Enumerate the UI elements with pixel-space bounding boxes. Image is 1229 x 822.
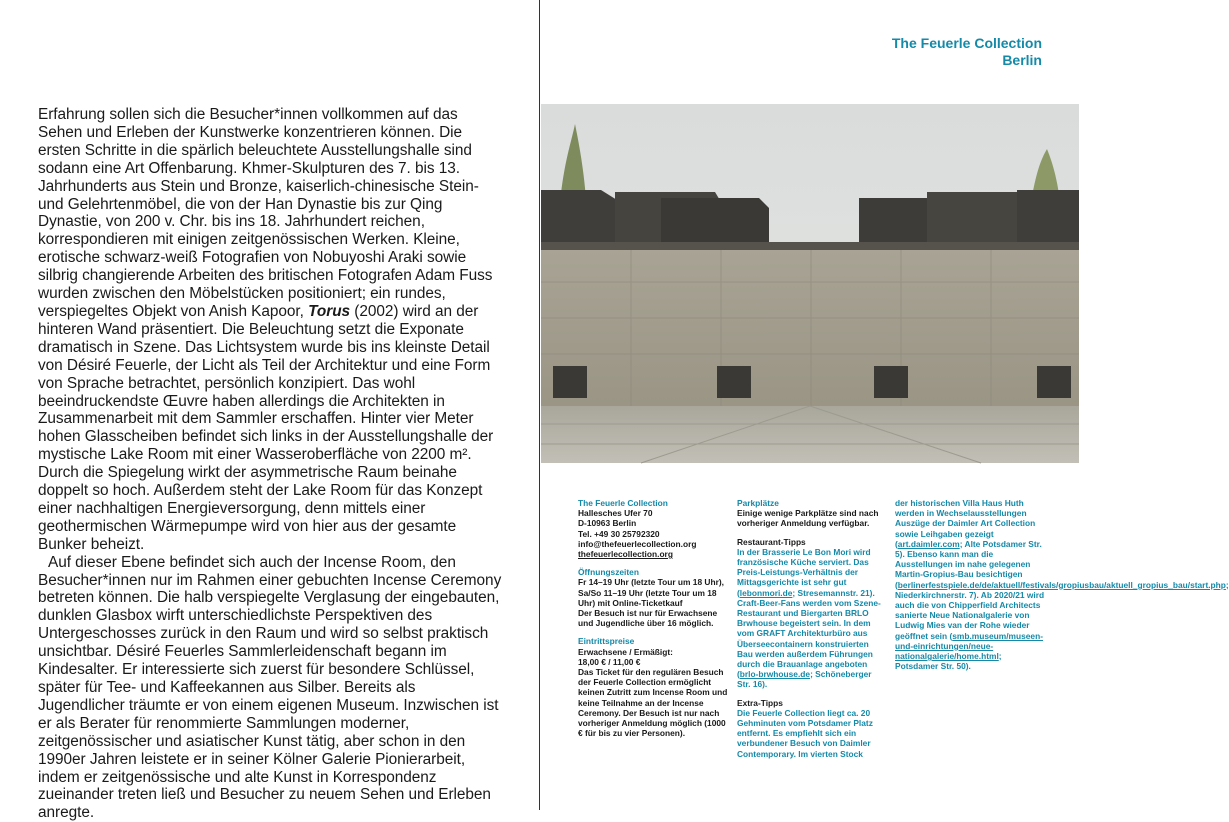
restaurant-text-a: In der Brasserie Le Bon Mori wird französische Küche serviert. Das Preis-Leistungs-Verhältnis der Mittagsgerichte ist sehr gut (: [737, 546, 871, 598]
info-column-3: [895, 498, 1229, 672]
info-column-1: [578, 498, 728, 738]
price-note: Das Ticket für den regulären Besuch der Feuerle Collection ermöglicht keinen Zutritt zum Incense Room und keine Teilnahme an der Incense Ceremony. Der Besuch ist nur nach vorheriger Anmeldung möglich (1000 € für bis zu vier Personen).: [578, 667, 728, 739]
parking-text: Einige wenige Parkplätze sind nach vorheriger Anmeldung verfügbar.: [737, 508, 879, 529]
address-street: Hallesches Ufer 70: [578, 508, 653, 519]
extra-tips-continued: [895, 498, 1229, 672]
phone: Tel. +49 30 25792320: [578, 528, 660, 539]
opening-hours-text: Fr 14–19 Uhr (letzte Tour um 18 Uhr), Sa/So 11–19 Uhr (letzte Tour um 18 Uhr) mit Online-Ticketkauf: [578, 577, 724, 608]
prices-heading: Eintrittspreise: [578, 636, 635, 647]
bunker-photo: [541, 104, 1079, 463]
brlo-link[interactable]: brlo-brwhouse.de: [739, 669, 811, 680]
email-link[interactable]: info@thefeuerlecollection.org: [578, 538, 697, 549]
opening-hours-note: Der Besuch ist nur für Erwachsene und Jugendliche über 16 möglich.: [578, 608, 718, 629]
paragraph-2: Auf dieser Ebene befindet sich auch der Incense Room, den Besucher*innen nur im Rahmen einer gebuchten Incense Ceremony betreten können. Die halb verspiegelte Verglasung der eingebauten, dunklen Glasbox wirft unterschiedlichste Perspektiven des Untergeschosses zurück in den Raum und wird so selbst praktisch unsichtbar. Désiré Feuerles Sammlerleidenschaft begann im Kindesalter. Er interessierte sich zuerst für besondere Schlüssel, später für Tee- und Kaffeekannen aus Silber. Bereits als Jugendlicher träumte er von einem eigenen Museum. Inzwischen ist er als Berater für renommierte Sammlungen moderner, zeitgenössischer und asiatischer Kunst tätig, aber schon in den 1990er Jahren leistete er in seiner Kölner Galerie Pionierarbeit, indem er zeitgenössische und alte Kunst in Korrespondenz zueinander treten ließ und Besucher zu neuem Sehen und Erleben anregte.: [38, 553, 502, 822]
daimler-link[interactable]: art.daimler.com: [897, 538, 960, 549]
paragraph-1: [38, 106, 504, 554]
tips-text-b: ; Alte Potsdamer Str. 5). Ebenso kann man die Ausstellungen im nahe gelegenen Martin-Gropius-Bau besichtigen (: [895, 538, 1042, 590]
header-title: The Feuerle Collection: [891, 35, 1042, 51]
paragraph-1-part-a: Erfahrung sollen sich die Besucher*innen vollkommen auf das Sehen und Erleben der Kunstwerke konzentrieren können. Die ersten Schritte in die spärlich beleuchtete Ausstellungshalle sind sodann eine Art Offenbarung. Khmer-Skulpturen des 7. bis 13. Jahrhunderts aus Stein und Bronze, kaiserlich-chinesische Stein- und Gelehrtenmöbel, die von der Han Dynastie bis zur Qing Dynastie, von 200 v. Chr. bis ins 18. Jahrhundert reichen, korrespondieren mit einigen zeitgenössischen Werken. Kleine, erotische schwarz-weiß Fotografien von Nobuyoshi Araki sowie silbrig changierende Arbeiten des britischen Fotografen Adam Fuss wurden zwischen den Möbelstücken positioniert; ein rundes, verspiegeltes Objekt von Anish Kapoor,: [38, 106, 493, 320]
address-city: D-10963 Berlin: [578, 518, 637, 529]
info-column-2: [737, 498, 885, 759]
collection-name: The Feuerle Collection: [578, 498, 668, 508]
extra-tips-text: Die Feuerle Collection liegt ca. 20 Gehminuten vom Potsdamer Platz entfernt. Es empfiehlt sich ein verbundener Besuch von Daimler Contemporary. Im vierten Stock: [737, 707, 873, 759]
page-header: [892, 35, 1042, 69]
opening-hours-heading: Öffnungszeiten: [578, 567, 639, 578]
parking-heading: Parkplätze: [737, 498, 779, 508]
restaurant-heading: Restaurant-Tipps: [737, 536, 806, 547]
extra-tips-heading: Extra-Tipps: [737, 697, 783, 708]
main-text: [38, 106, 504, 822]
page-divider: [539, 0, 540, 810]
price-label: Erwachsene / Ermäßigt:: [578, 646, 673, 657]
nationalgalerie-link[interactable]: smb.museum/museen-und-einrichtungen/neue-nationalgalerie/home.html: [895, 630, 1043, 662]
artwork-title: Torus: [308, 302, 351, 320]
tips-text-a: der historischen Villa Haus Huth werden in Wechselausstellungen Auszüge der Daimler Art Collection sowie Leihgaben gezeigt (: [895, 498, 1036, 549]
paragraph-1-part-b: (2002) wird an der hinteren Wand präsentiert. Die Beleuchtung setzt die Exponate dramatisch in Szene. Das Lichtsystem wurde bis ins kleinste Detail von Désiré Feuerle, der Licht als Teil der Architektur und eine Form von Sprache betrachtet, persönlich konzipiert. Das wohl beeindruckendste Œuvre haben allerdings die Architekten in Zusammenarbeit mit dem Sammler erschaffen. Hinter vier Meter hohen Glasscheiben befindet sich links in der Ausstellungshalle der mystische Lake Room mit einer Wasseroberfläche von 2200 m². Durch die Spiegelung wirkt der asymmetrische Raum beinahe doppelt so hoch. Außerdem steht der Lake Room für das Konzept einer nachhaltigen Energieversorgung, denn mittels einer geothermischen Wärmepumpe wird von hier aus der gesamte Bunker beheizt.: [38, 302, 494, 553]
restaurant-text-c: ; Schöneberger Str. 16).: [737, 669, 872, 690]
tips-text-c: ; Niederkirchnerstr. 7). Ab 2020/21 wird auch die von Chipperfield Architects sanierte Neue Nationalgalerie von Ludwig Mies van der Rohe wieder geöffnet sein (: [895, 579, 1229, 641]
header-city: Berlin: [1002, 52, 1042, 68]
restaurant-text-b: ; Stresemannstr. 21). Craft-Beer-Fans werden vom Szene-Restaurant und Biergarten BRLO Brwhouse begeistert sein. In dem vom GRAFT Architekturbüro aus Überseecontainern konstruierten Bau werden außerdem Führungen durch die Brauanlage angeboten (: [737, 587, 881, 680]
restaurant-text: [737, 547, 885, 690]
website-link[interactable]: thefeuerlecollection.org: [578, 549, 673, 560]
price-value: 18,00 € / 11,00 €: [578, 656, 641, 667]
gropiusbau-link[interactable]: berlinerfestspiele.de/de/aktuell/festivals/gropiusbau/aktuell_gropius_bau/start.php: [897, 579, 1226, 590]
lebonmori-link[interactable]: lebonmori.de: [739, 587, 793, 598]
tips-text-d: ; Potsdamer Str. 50).: [895, 651, 1002, 672]
